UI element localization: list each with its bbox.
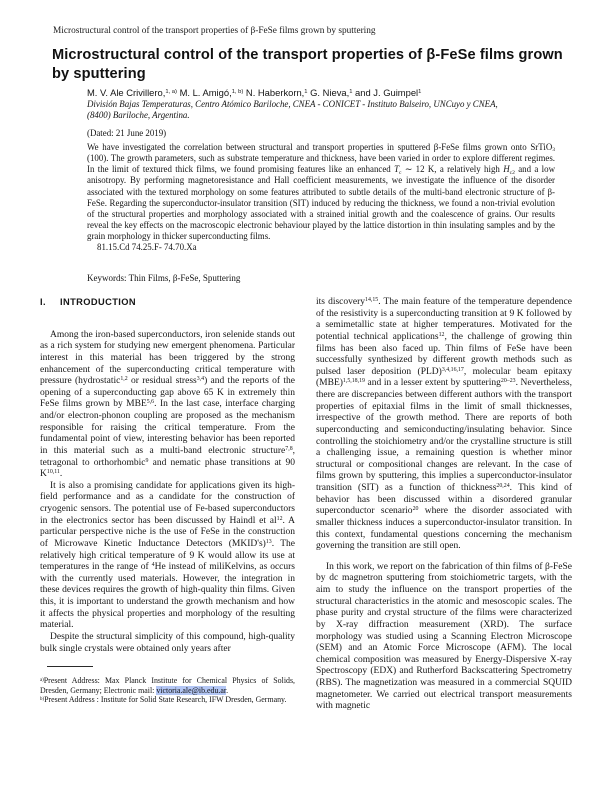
email-link[interactable]: victoria.ale@ib.edu.ar xyxy=(156,685,227,695)
footnote-rule xyxy=(47,666,93,667)
page-title: Microstructural control of the transport properties of β-FeSe films grown by sputtering xyxy=(52,47,563,82)
footnote-a-marker: a) xyxy=(40,677,44,683)
keywords-line: Keywords: Thin Films, β-FeSe, Sputtering xyxy=(87,273,241,283)
affiliation-line-1: División Bajas Temperaturas, Centro Atómico Bariloche, CNEA - CONICET - Instituto Balseiro, UNCuyo y CNEA, xyxy=(87,99,498,109)
paragraph-left-1: Among the iron-based superconductors, iron selenide stands out as a rich system for studying new emergent phenomena. Particular interest in this material has been triggered by the strong enhancement of the superconducting critical temperature with pressure (hydrostatic$^{1,2}$ or residual stress$^{3,4}$) and the reports of the opening of a superconducting gap above 65 K in extremely thin FeSe films grown by MBE$^{5,6}$. In the last case, interface charging and/or electron-phonon coupling are proposed as the mechanism responsible for raising the critical temperature. From the fundamental point of view, interesting behavior has been reported in this material such as a multi-band electronic structure$^{7,8}$, tetragonal to orthorhombic$^9$ and nematic phase transitions at 90 K$^{10,11}$. xyxy=(40,329,295,480)
footnote-b-marker: b) xyxy=(40,696,45,702)
footnote-a xyxy=(40,676,295,695)
paragraph-left-3: Despite the structural simplicity of this compound, high-quality bulk single crystals were obtained only years after xyxy=(40,631,295,654)
footnote-a-period: . xyxy=(226,685,229,695)
section-heading-introduction xyxy=(40,297,295,309)
abstract-block xyxy=(87,142,555,254)
paragraph-right-2: In this work, we report on the fabrication of thin films of β-FeSe by dc magnetron sputtering from stoichiometric targets, with the aim to study the influence on the transport properties of the structural characteristics in the atomic and mesoscopic scales. The phase purity and crystal structure of the films were characterized by X-ray diffraction measurement (XRD). The surface morphology was studied using a Scanning Electron Microscope (SEM) and an Atomic Force Microscope (AFM). The local chemical composition was measured by Energy-Dispersive X-ray Spectroscopy (EDX) and Rutherford Backscattering Spectrometry (RBS). The magnetization was measured in a commercial SQUID magnetometer. We carried out electrical transport measurements with magnetic xyxy=(316,561,572,712)
footnotes-block xyxy=(40,666,295,705)
paragraph-left-2: It is also a promising candidate for applications given its high-field performance and as a candidate for the construction of cryogenic sensors. The potential use of Fe-based superconductors in the electronics sector has been discussed by Haindl et $al^{12}$. A particular perspective niche is the use of FeSe in the construction of Microwave Kinetic Inductance Detectors (MKID's)$^{13}$. The relatively high critical temperature of 9 K would allow its use at temperatures in the range of $^4$He instead of miliKelvins, as occurs with the currently used materials. However, the integration in these devices requires the growth of high-quality thin films. Given this, it is important to understand the growth mechanism and how it affects the physical properties and morphology of the resulting material. xyxy=(40,480,295,631)
date-line: (Dated: 21 June 2019) xyxy=(87,128,167,138)
authors-line: M. V. Ale Crivillero,$^{1, a)}$ M. L. Amigó,$^{1, b)}$ N. Haberkorn,$^1$ G. Nieva,$^1$ and J. Guimpel$^1$ xyxy=(87,87,422,98)
pacs-line: 81.15.Cd 74.25.F- 74.70.Xa xyxy=(97,242,197,253)
section-number: I. xyxy=(40,297,46,307)
footnote-b xyxy=(40,695,295,705)
running-header: Microstructural control of the transport properties of β-FeSe films grown by sputtering xyxy=(53,26,376,36)
footnote-b-text: Present Address : Institute for Solid State Research, IFW Dresden, Germany. xyxy=(44,695,287,705)
left-column xyxy=(40,297,295,655)
affiliation xyxy=(87,99,565,120)
affiliation-line-2: (8400) Bariloche, Argentina. xyxy=(87,109,190,120)
paragraph-right-1: its discovery$^{14,15}$. The main feature of the temperature dependence of the resistivity is a superconducting transition at 9 K followed by a semimetallic state at higher temperatures. Motivated for the potential technical applications$^{12}$, the challenge of growing thin films has been also faced up. Thin films of FeSe have been successfully synthesized by different growth methods such as pulsed laser deposition (PLD)$^{3,4,16,17}$, molecular beam epitaxy (MBE)$^{1,5,18,19}$ and in a lesser extent by sputtering$^{20-23}$. Nevertheless, there are discrepancies between different authors with the transport properties of epitaxial films in the limit of small thicknesses, irrespective of the growth method. There are reports of both superconducting and semiconducting/insulating behavior. Since controlling the stoichiometry and/or the crystalline structure is still a challenging issue, a remaining question is whether minor structural or compositional changes are relevant. In the case of films grown by sputtering, this implies a superconductor-insulator transition (SIT) as a function of thickness$^{20,24}$. This kind of behavior has been discussed within a disordered granular superconductor scenario$^{20}$ where the disorder associated with smaller thickness induces a superconductor-insulator transition. In this context, fundamental questions concerning the mechanism governing the transition are still open. xyxy=(316,297,573,552)
right-column xyxy=(316,297,572,713)
footnote-a-text: Present Address: Max Planck Institute for Chemical Physics of Solids, Dresden, Germany; Electronic mail: xyxy=(40,676,295,695)
abstract-text: We have investigated the correlation between structural and transport properties in sputtered β-FeSe films grown onto SrTiO$_3$ (100). The growth parameters, such as substrate temperature and thickness, have been varied in order to explore different regimes. In the limit of textured thick films, we found promising features like an enhanced $T_c$ ∼ 12 K, a relatively high $H_{c2}$ and a low anisotropy. By performing magnetoresistance and Hall coefficient measurements, we investigate the influence of the disorder associated with the textured morphology on some features attributed to subtle details of the multi-band electronic structure of β-FeSe. Regarding the superconductor-insulator transition (SIT) induced by reducing the thickness, we found a non-trivial evolution of the structural properties and morphology associated with a strained initial growth and the coalescence of grains. Our results reveal the key effects on the macroscopic electronic behaviour played by the lattice distortion in thin insulating samples and by the grain morphology in thicker superconducting films. xyxy=(87,142,555,242)
section-title: INTRODUCTION xyxy=(59,297,137,307)
